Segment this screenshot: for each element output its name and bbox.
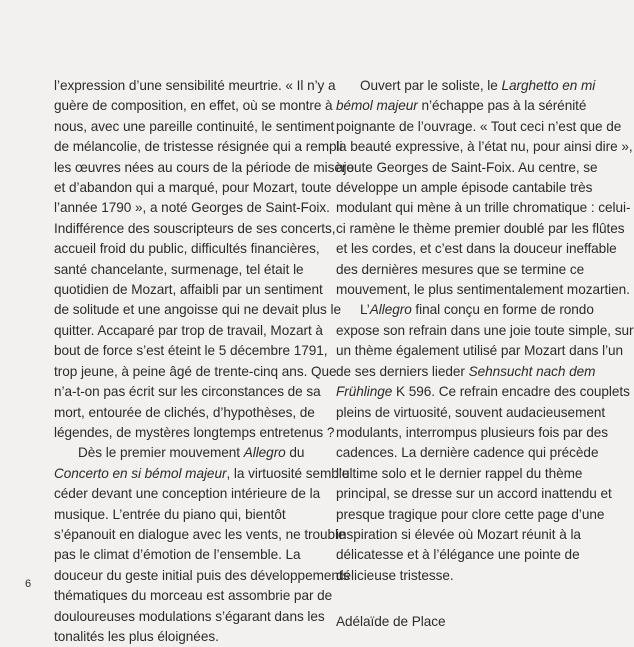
text-segment: l’année 1790 », a noté Georges de Saint-Foix. <box>54 200 330 216</box>
text-line <box>54 423 335 443</box>
text-segment: n’a-t-on pas écrit sur les circonstances de sa <box>54 384 321 400</box>
text-segment: musique. L’entrée du piano qui, bientôt <box>54 506 286 522</box>
text-line <box>336 464 586 484</box>
text-segment: modulant qui mène à un trille chromatique : celui- <box>336 200 631 216</box>
text-line <box>54 382 321 402</box>
text-segment: délicieuse tristesse. <box>336 567 454 583</box>
text-line <box>336 423 609 443</box>
text-segment: de ses derniers lieder <box>336 363 469 379</box>
text-line <box>54 137 343 157</box>
text-line <box>336 443 599 463</box>
text-line <box>336 219 625 239</box>
italic-title: Concerto en si bémol majeur <box>54 465 227 481</box>
text-line <box>54 464 350 484</box>
text-segment: et les cordes, et c’est dans la douceur ineffable <box>336 241 617 257</box>
text-line <box>336 198 631 218</box>
text-line <box>54 627 306 647</box>
text-segment: trop jeune, à peine âgé de trente-cinq ans. Que <box>54 363 337 379</box>
text-segment: presque tragique pour clore cette page d’une <box>336 506 605 522</box>
text-segment: légendes, de mystères longtemps entretenus ? <box>54 424 335 440</box>
author-signature <box>336 612 586 632</box>
text-segment: de mélancolie, de tristesse résignée qui a rempli <box>54 139 343 155</box>
text-line <box>54 280 323 300</box>
text-line <box>54 76 336 96</box>
text-segment: Dès le premier mouvement <box>78 445 244 461</box>
text-line <box>54 545 306 565</box>
text-line <box>54 341 328 361</box>
text-line <box>54 219 336 239</box>
text-segment: la beauté expressive, à l’état nu, pour ainsi dire », <box>336 139 633 155</box>
text-line <box>336 158 598 178</box>
page-number: 6 <box>25 578 32 590</box>
text-line <box>54 117 335 137</box>
text-line <box>54 586 333 606</box>
text-line <box>54 321 323 341</box>
text-line <box>336 260 586 280</box>
text-line <box>336 341 624 361</box>
text-line <box>54 443 306 463</box>
text-segment: cadences. La dernière cadence qui précède <box>336 445 599 461</box>
text-line <box>54 525 346 545</box>
text-line <box>54 198 330 218</box>
text-line <box>336 178 593 198</box>
text-segment: , la virtuosité semble <box>226 465 350 481</box>
text-segment: K 596. Ce refrain encadre des couplets <box>392 384 630 400</box>
text-segment: Indifférence des souscripteurs de ses concerts, <box>54 220 336 236</box>
text-line <box>54 607 325 627</box>
text-segment: modulants, interrompus plusieurs fois par des <box>336 424 609 440</box>
text-line <box>54 158 354 178</box>
right-text-column <box>336 76 634 633</box>
text-segment: douloureuses modulations s’égarant dans les <box>54 608 325 624</box>
text-segment: accueil froid du public, difficultés financières, <box>54 241 320 257</box>
text-segment: Adélaïde de Place <box>336 614 446 630</box>
text-segment: douceur du geste initial puis des développements <box>54 567 350 583</box>
text-segment: expose son refrain dans une joie toute simple, sur <box>336 322 634 338</box>
text-segment: santé chancelante, surmenage, tel était le <box>54 261 304 277</box>
italic-title: Larghetto en mi <box>501 78 596 93</box>
text-line <box>336 484 612 504</box>
text-line <box>54 403 315 423</box>
text-segment: quitter. Accaparé par trop de travail, Mozart à <box>54 322 323 338</box>
text-line <box>336 280 630 300</box>
text-line <box>54 260 306 280</box>
italic-title: Frühlinge <box>336 384 393 400</box>
text-segment: principal, se dresse sur un accord inattendu et <box>336 486 612 502</box>
text-segment: inspiration si élevée où Mozart réunit à la <box>336 526 581 542</box>
italic-title: Allegro <box>243 445 286 461</box>
text-segment: poignante de l’ouvrage. « Tout ceci n’est que de <box>336 118 622 134</box>
text-line <box>54 178 332 198</box>
text-segment: L’ <box>360 302 370 318</box>
text-segment: des dernières mesures que se termine ce <box>336 261 585 277</box>
text-segment: l’expression d’une sensibilité meurtrie. « Il n’y a <box>54 78 336 93</box>
text-segment: céder devant une conception intérieure de la <box>54 486 321 502</box>
text-segment: du <box>285 445 305 461</box>
text-line <box>336 300 594 320</box>
text-segment: mort, entourée de clichés, d’hypothèses, de <box>54 404 315 420</box>
text-segment: pas le climat d’émotion de l’ensemble. La <box>54 547 301 563</box>
text-line <box>336 545 586 565</box>
text-segment: un thème également utilisé par Mozart dans l’un <box>336 343 624 359</box>
text-line <box>336 525 586 545</box>
text-line <box>336 117 622 137</box>
text-segment: bout de force s’est éteint le 5 décembre 1791, <box>54 343 328 359</box>
text-segment: développe un ample épisode cantabile très <box>336 180 593 196</box>
text-line <box>336 321 634 341</box>
text-segment: ci ramène le thème premier doublé par les flûtes <box>336 220 625 236</box>
text-line <box>336 566 586 586</box>
text-line <box>336 239 617 259</box>
text-segment: nous, avec une pareille continuité, le sentiment <box>54 118 335 134</box>
text-segment: s’épanouit en dialogue avec les vents, ne trouble <box>54 526 346 542</box>
italic-title: bémol majeur <box>336 98 418 114</box>
italic-title: Allegro <box>369 302 412 318</box>
text-line <box>54 300 342 320</box>
text-segment: tonalités les plus éloignées. <box>54 628 219 644</box>
text-segment: l’ultime solo et le dernier rappel du thème <box>336 465 583 481</box>
text-segment: pleins de virtuosité, souvent audacieusement <box>336 404 606 420</box>
text-segment: les œuvres nées au cours de la période de misère <box>54 159 354 175</box>
text-line <box>336 505 605 525</box>
text-line <box>336 382 630 402</box>
text-segment: ajoute Georges de Saint-Foix. Au centre, se <box>336 159 598 175</box>
text-segment: final conçu en forme de rondo <box>411 302 594 318</box>
text-segment: quotidien de Mozart, affaibli par un sentiment <box>54 282 323 298</box>
text-line <box>54 505 306 525</box>
text-line <box>336 403 606 423</box>
text-line <box>54 362 337 382</box>
text-line <box>336 76 596 96</box>
text-segment: et d’abandon qui a marqué, pour Mozart, toute <box>54 180 332 196</box>
text-line <box>336 362 596 382</box>
text-segment: Ouvert par le soliste, le <box>360 78 502 93</box>
text-line <box>54 96 333 116</box>
italic-title: Sehnsucht nach dem <box>468 363 596 379</box>
text-line <box>336 96 586 116</box>
text-segment: thématiques du morceau est assombrie par de <box>54 588 333 604</box>
text-segment: délicatesse et à l’élégance une pointe de <box>336 547 580 563</box>
text-segment: mouvement, le plus sentimentalement mozartien. <box>336 282 630 298</box>
text-segment: de solitude et une angoisse qui ne devait plus le <box>54 302 342 318</box>
text-line <box>54 484 321 504</box>
text-line <box>54 239 320 259</box>
text-segment: n’échappe pas à la sérénité <box>417 98 587 114</box>
text-line <box>54 566 350 586</box>
left-text-column <box>54 76 354 647</box>
text-segment: guère de composition, en effet, où se montre à <box>54 98 333 114</box>
text-line <box>336 137 633 157</box>
